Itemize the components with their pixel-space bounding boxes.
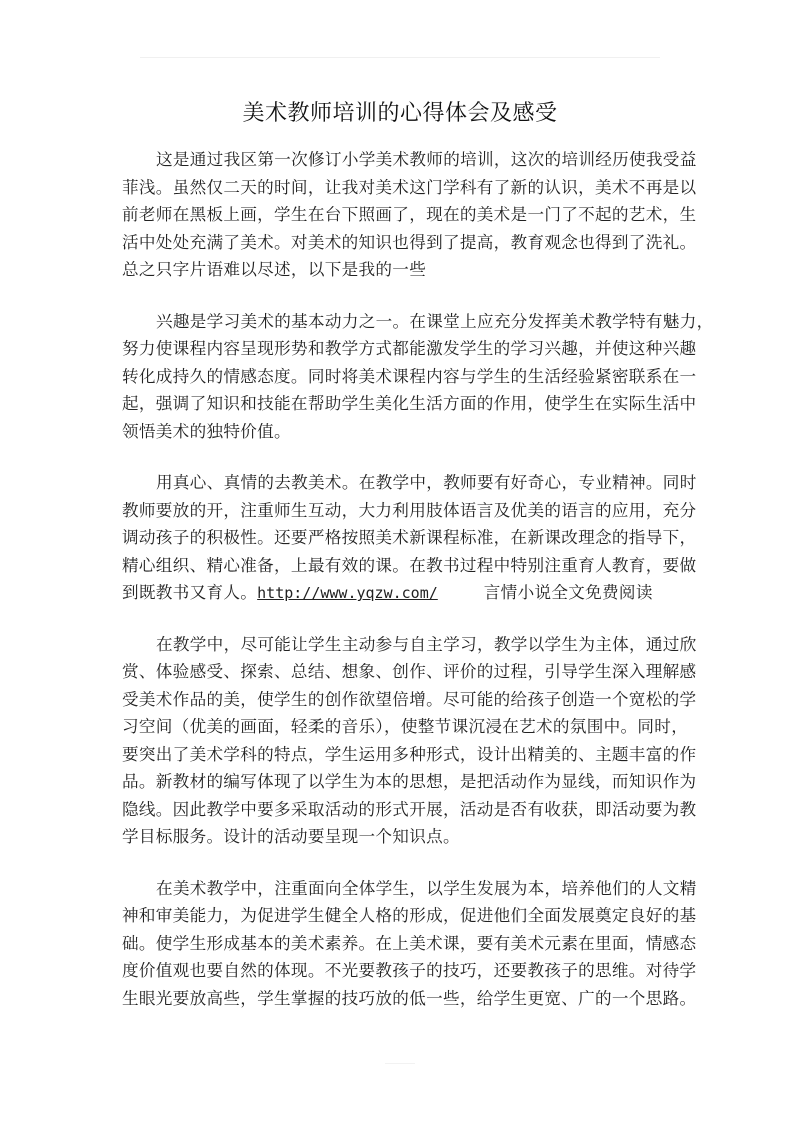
text-segment: 言情小说全文免费阅读 xyxy=(483,583,653,602)
text-line: 起，强调了知识和技能在帮助学生美化生活方面的作用，使学生在实际生活中 xyxy=(122,394,697,413)
text-segment: 到既教书又育人。 xyxy=(122,583,258,602)
paragraph xyxy=(122,875,697,1013)
text-line: 转化成持久的情感态度。同时将美术课程内容与学生的生活经验紧密联系在一 xyxy=(122,366,697,386)
text-line: 神和审美能力，为促进学生健全人格的形成，促进他们全面发展奠定良好的基 xyxy=(122,906,697,925)
paragraph xyxy=(122,146,697,284)
paragraph xyxy=(122,469,697,607)
text-line: 度价值观也要自然的体现。不光要教孩子的技巧，还要教孩子的思维。对待学 xyxy=(122,961,697,980)
text-line: 赏、体验感受、探索、总结、想象、创作、评价的过程，引导学生深入理解感 xyxy=(122,662,697,681)
page-bottom-mark xyxy=(385,1063,415,1064)
text-line: 生眼光要放高些，学生掌握的技巧放的低一些，给学生更宽、广的一个思路。 xyxy=(122,988,697,1008)
text-line: 总之只字片语难以尽述，以下是我的一些 xyxy=(122,260,427,279)
document-body xyxy=(122,146,714,1036)
text-line: 活中处处充满了美术。对美术的知识也得到了提高，教育观念也得到了洗礼。 xyxy=(122,232,697,252)
text-line: 兴趣是学习美术的基本动力之一。在课堂上应充分发挥美术教学特有魅力， xyxy=(156,311,714,331)
text-line: 用真心、真情的去教美术。在教学中，教师要有好奇心，专业精神。同时 xyxy=(156,473,697,492)
text-line: 在教学中，尽可能让学生主动参与自主学习，教学以学生为主体，通过欣 xyxy=(156,634,697,654)
paragraph xyxy=(122,308,714,446)
text-line: 努力使课程内容呈现形势和教学方式都能激发学生的学习兴趣，并使这种兴趣 xyxy=(122,339,697,358)
text-line: 这是通过我区第一次修订小学美术教师的培训，这次的培训经历使我受益 xyxy=(156,150,697,169)
text-line: 调动孩子的积极性。还要严格按照美术新课程标准，在新课改理念的指导下， xyxy=(122,528,697,547)
document-title: 美术教师培训的心得体会及感受 xyxy=(242,101,558,126)
text-line: 教师要放的开，注重师生互动，大力利用肢体语言及优美的语言的应用，充分 xyxy=(122,500,697,520)
text-line: 受美术作品的美，使学生的创作欲望倍增。尽可能的给孩子创造一个宽松的学 xyxy=(122,689,697,709)
paragraph xyxy=(122,631,697,851)
text-line: 前老师在黑板上画，学生在台下照画了，现在的美术是一门了不起的艺术，生 xyxy=(122,205,697,224)
page-top-divider xyxy=(140,57,660,58)
text-line xyxy=(122,579,694,607)
text-line: 习空间（优美的画面，轻柔的音乐），使整节课沉浸在艺术的氛围中。同时， xyxy=(122,717,689,736)
text-line: 学目标服务。设计的活动要呈现一个知识点。 xyxy=(122,827,460,846)
website-link[interactable]: http://www.yqzw.com/ xyxy=(257,584,438,602)
text-line: 菲浅。虽然仅二天的时间，让我对美术这门学科有了新的认识，美术不再是以 xyxy=(122,177,697,197)
text-line: 品。新教材的编写体现了以学生为本的思想，是把活动作为显线，而知识作为 xyxy=(122,772,697,791)
text-line: 精心组织、精心准备，上最有效的课。在教书过程中特别注重育人教育，要做 xyxy=(122,555,697,575)
text-line: 隐线。因此教学中要多采取活动的形式开展，活动是否有收获，即活动要为教 xyxy=(122,799,697,819)
text-line: 领悟美术的独特价值。 xyxy=(122,421,291,441)
text-line: 在美术教学中，注重面向全体学生，以学生发展为本，培养他们的人文精 xyxy=(156,878,697,898)
text-line: 础。使学生形成基本的美术素养。在上美术课，要有美术元素在里面，情感态 xyxy=(122,933,697,953)
text-line: 要突出了美术学科的特点，学生运用多种形式，设计出精美的、主题丰富的作 xyxy=(122,744,697,764)
